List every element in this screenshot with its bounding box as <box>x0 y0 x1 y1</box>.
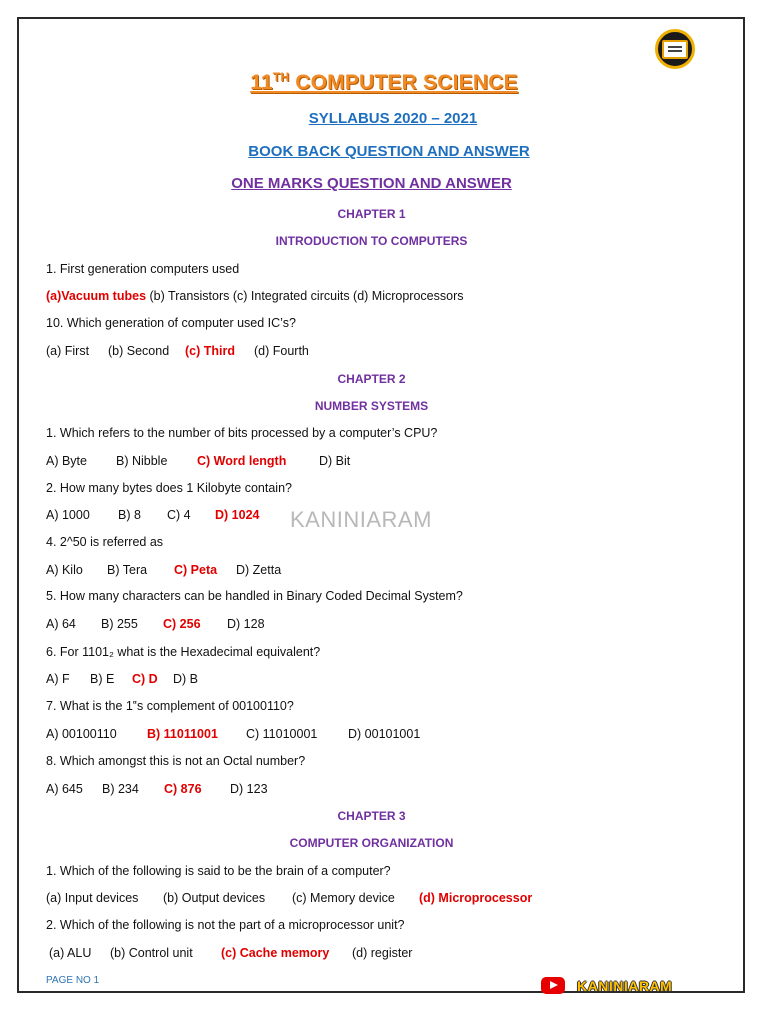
question-text: 1. First generation computers used <box>46 262 240 276</box>
option: D) 00101001 <box>348 727 421 741</box>
monitor-logo-icon <box>655 29 695 69</box>
answer-option: C) Peta <box>174 563 218 577</box>
question-text: 6. For 1101₂ what is the Hexadecimal equivalent? <box>46 645 321 659</box>
option: (d) register <box>352 946 413 960</box>
option: B) E <box>90 672 115 686</box>
answer-option: D) 1024 <box>215 508 260 522</box>
page-number: PAGE NO 1 <box>46 975 100 986</box>
option: (b) Control unit <box>110 946 193 960</box>
option: B) 255 <box>101 617 138 631</box>
option: A) F <box>46 672 70 686</box>
question-text: 10. Which generation of computer used IC’s? <box>46 316 296 330</box>
answer-option: C) D <box>132 672 158 686</box>
option: D) 123 <box>230 782 268 796</box>
question-text: 8. Which amongst this is not an Octal number? <box>46 754 306 768</box>
option: C) 4 <box>167 508 191 522</box>
chapter-topic: INTRODUCTION TO COMPUTERS <box>275 234 468 248</box>
option: (a) ALU <box>49 946 92 960</box>
option: (c) Integrated circuits <box>229 289 350 303</box>
watermark: KANINIARAM <box>290 507 432 532</box>
option: (a) Input devices <box>46 891 139 905</box>
chapter-heading: CHAPTER 3 <box>337 809 406 823</box>
option: B) 8 <box>118 508 141 522</box>
chapter-heading: CHAPTER 2 <box>337 372 406 386</box>
option: D) B <box>173 672 198 686</box>
option: (c) Memory device <box>292 891 395 905</box>
book-back-heading: BOOK BACK QUESTION AND ANSWER <box>248 143 530 160</box>
answer-option: (c) Third <box>185 344 235 358</box>
question-text: 2. Which of the following is not the part of a microprocessor unit? <box>46 918 405 932</box>
youtube-play-icon <box>541 977 565 994</box>
channel-name: KANINIARAM <box>577 977 673 994</box>
chapter-topic: COMPUTER ORGANIZATION <box>289 836 454 850</box>
answer-option: C) 876 <box>164 782 202 796</box>
option: A) 1000 <box>46 508 90 522</box>
option: (a) First <box>46 344 90 358</box>
chapter-heading: CHAPTER 1 <box>337 207 406 221</box>
options-row <box>46 289 464 303</box>
option: A) Byte <box>46 454 87 468</box>
document-title: 11TH COMPUTER SCIENCE <box>250 70 518 94</box>
option: D) 128 <box>227 617 265 631</box>
answer-option: (c) Cache memory <box>221 946 330 960</box>
option: A) 64 <box>46 617 76 631</box>
option: B) Tera <box>107 563 148 577</box>
answer-option: (d) Microprocessor <box>419 891 533 905</box>
option: (b) Transistors <box>146 289 230 303</box>
option: C) 11010001 <box>246 727 318 741</box>
option: (b) Second <box>108 344 170 358</box>
question-text: 1. Which of the following is said to be the brain of a computer? <box>46 864 391 878</box>
option: A) Kilo <box>46 563 83 577</box>
chapter-topic: NUMBER SYSTEMS <box>314 399 429 413</box>
answer-option: C) Word length <box>197 454 287 468</box>
one-marks-heading: ONE MARKS QUESTION AND ANSWER <box>231 175 512 192</box>
option: (b) Output devices <box>163 891 266 905</box>
syllabus-heading: SYLLABUS 2020 – 2021 <box>308 110 478 127</box>
option: B) Nibble <box>116 454 168 468</box>
option: A) 00100110 <box>46 727 117 741</box>
option: D) Bit <box>319 454 351 468</box>
option: A) 645 <box>46 782 83 796</box>
question-text: 1. Which refers to the number of bits processed by a computer’s CPU? <box>46 426 438 440</box>
option: D) Zetta <box>236 563 282 577</box>
option: (d) Fourth <box>254 344 309 358</box>
question-text: 7. What is the 1‟s complement of 00100110? <box>46 699 294 713</box>
option: (d) Microprocessors <box>349 289 464 303</box>
answer-option: (a)Vacuum tubes <box>46 289 147 303</box>
youtube-channel-link[interactable] <box>541 977 672 994</box>
option: B) 234 <box>102 782 139 796</box>
question-text: 4. 2^50 is referred as <box>46 535 164 549</box>
question-text: 2. How many bytes does 1 Kilobyte contain? <box>46 481 292 495</box>
question-text: 5. How many characters can be handled in Binary Coded Decimal System? <box>46 589 463 603</box>
answer-option: B) 11011001 <box>147 727 218 741</box>
answer-option: C) 256 <box>163 617 201 631</box>
